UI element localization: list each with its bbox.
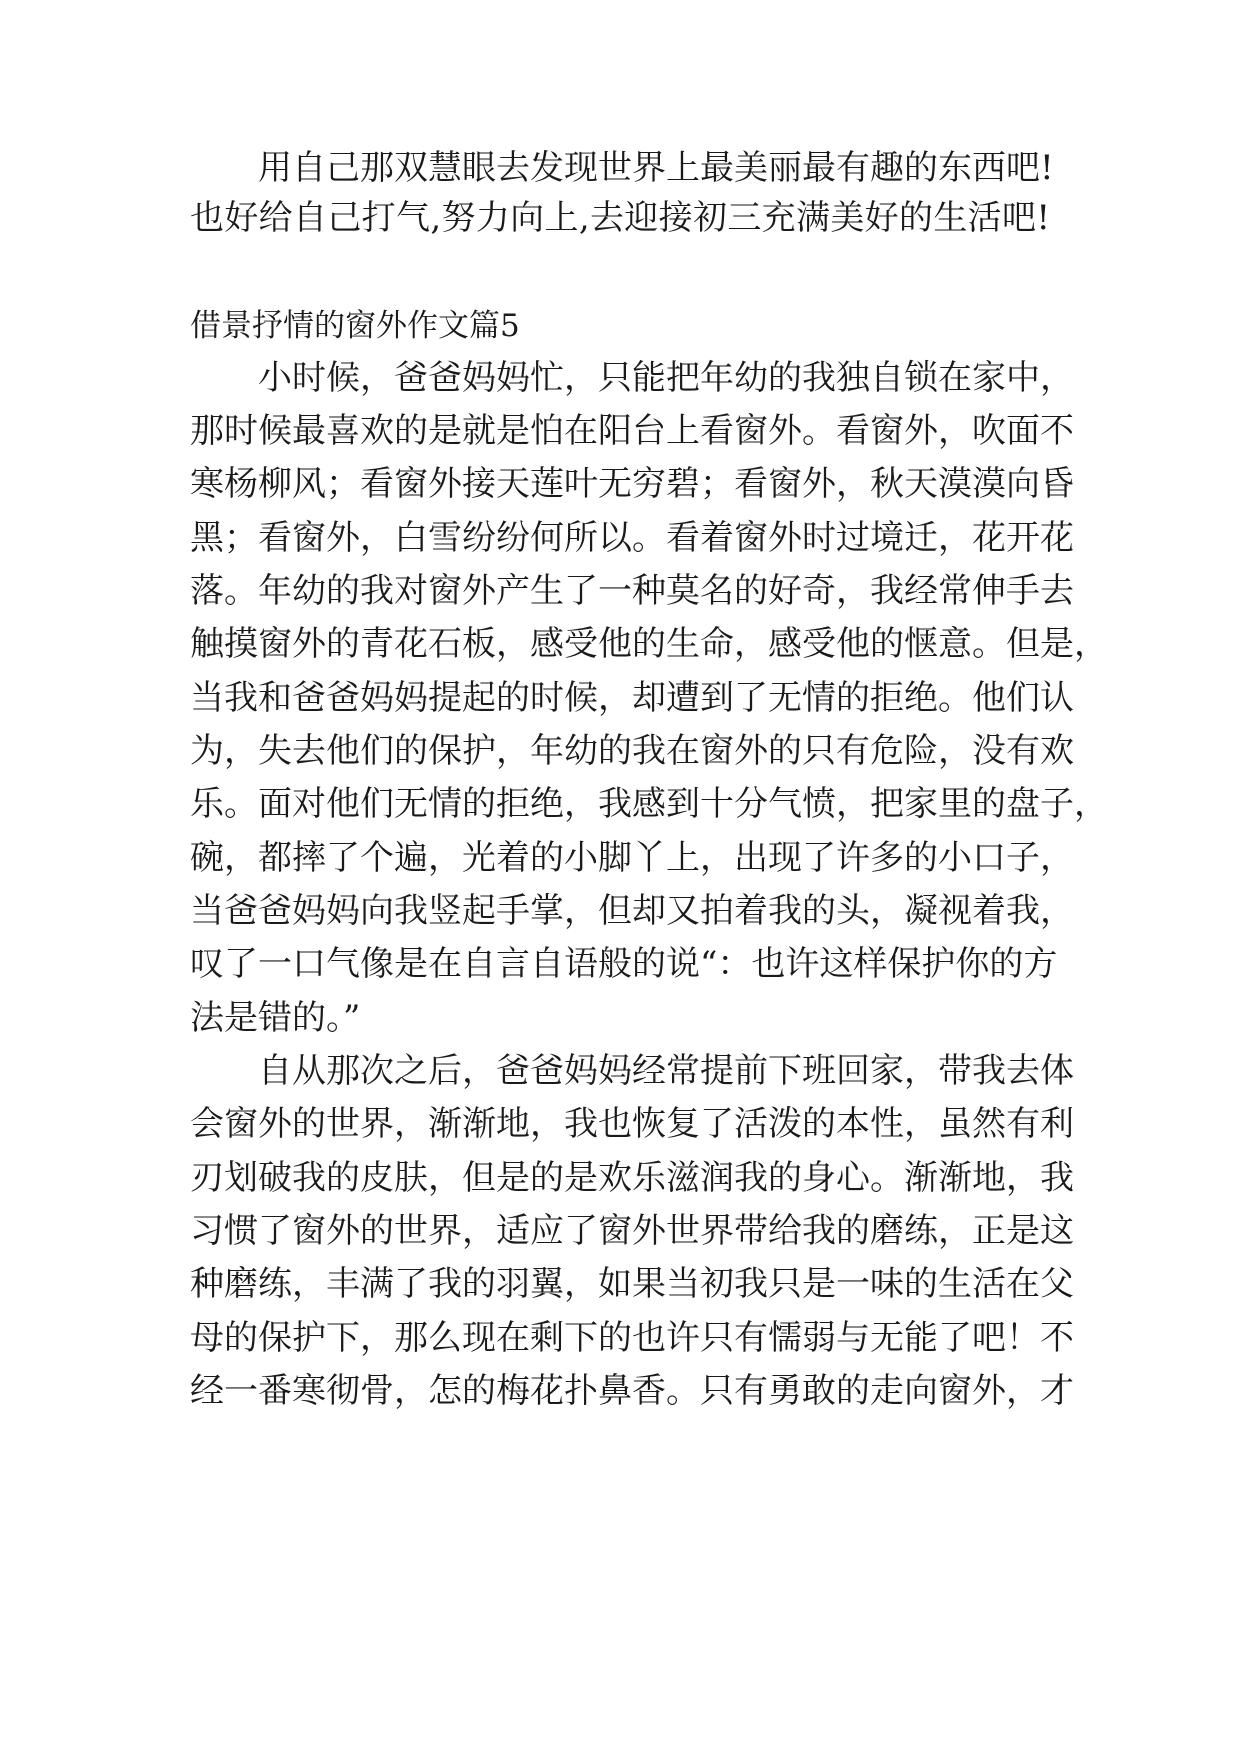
paragraph-1-line-1: 用自己那双慧眼去发现世界上最美丽最有趣的东西吧! (258, 148, 1054, 188)
paragraph-3-line-7: 经一番寒彻骨，怎的梅花扑鼻香。只有勇敢的走向窗外，才 (190, 1371, 1074, 1411)
section-heading: 借景抒情的窗外作文篇5 (190, 308, 520, 344)
paragraph-3-line-6: 母的保护下，那么现在剩下的也许只有懦弱与无能了吧！不 (190, 1318, 1074, 1358)
paragraph-2-line-5: 落。年幼的我对窗外产生了一种莫名的好奇，我经常伸手去 (190, 571, 1074, 611)
paragraph-3-line-4: 习惯了窗外的世界，适应了窗外世界带给我的磨练，正是这 (190, 1211, 1074, 1251)
paragraph-2-line-13: 法是错的。” (190, 998, 361, 1038)
paragraph-2-line-6: 触摸窗外的青花石板，感受他的生命，感受他的惬意。但是， (190, 624, 1108, 664)
paragraph-3-line-3: 刃划破我的皮肤，但是的是欢乐滋润我的身心。渐渐地，我 (190, 1158, 1074, 1198)
paragraph-2-line-9: 乐。面对他们无情的拒绝，我感到十分气愤，把家里的盘子， (190, 784, 1108, 824)
paragraph-2-line-3: 寒杨柳风；看窗外接天莲叶无穷碧；看窗外，秋天漠漠向昏 (190, 464, 1074, 504)
paragraph-2-line-12: 叹了一口气像是在自言自语般的说“：也许这样保护你的方 (190, 944, 1058, 984)
paragraph-2-line-2: 那时候最喜欢的是就是怕在阳台上看窗外。看窗外，吹面不 (190, 411, 1074, 451)
paragraph-3-line-2: 会窗外的世界，渐渐地，我也恢复了活泼的本性，虽然有利 (190, 1104, 1074, 1144)
paragraph-2-line-4: 黑；看窗外，白雪纷纷何所以。看着窗外时过境迁，花开花 (190, 518, 1074, 558)
paragraph-2-line-11: 当爸爸妈妈向我竖起手掌，但却又拍着我的头，凝视着我， (190, 891, 1074, 931)
paragraph-3-line-1: 自从那次之后，爸爸妈妈经常提前下班回家，带我去体 (258, 1051, 1074, 1091)
paragraph-2-line-8: 为，失去他们的保护，年幼的我在窗外的只有危险，没有欢 (190, 731, 1074, 771)
paragraph-2-line-10: 碗，都摔了个遍，光着的小脚丫上，出现了许多的小口子， (190, 838, 1074, 878)
paragraph-2-line-1: 小时候，爸爸妈妈忙，只能把年幼的我独自锁在家中， (258, 358, 1074, 398)
paragraph-2-line-7: 当我和爸爸妈妈提起的时候，却遭到了无情的拒绝。他们认 (190, 678, 1074, 718)
paragraph-3-line-5: 种磨练，丰满了我的羽翼，如果当初我只是一味的生活在父 (190, 1264, 1074, 1304)
paragraph-1-line-2: 也好给自己打气,努力向上,去迎接初三充满美好的生活吧! (190, 198, 1050, 238)
